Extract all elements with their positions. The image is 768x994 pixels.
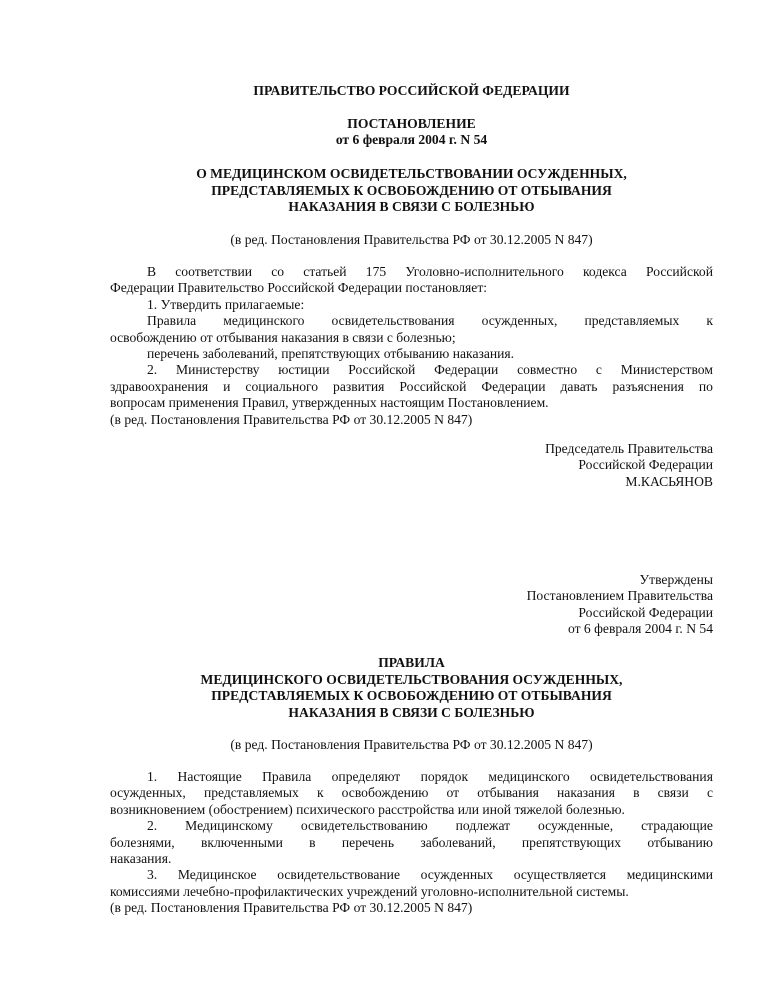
word: от xyxy=(446,785,460,801)
word: осужденных, xyxy=(110,785,186,801)
word: давать xyxy=(560,378,598,394)
edition-note-text: (в ред. Постановления Правительства РФ от 30.12.2005 N 847) xyxy=(230,737,593,752)
word: медицинского xyxy=(488,769,570,784)
government-name: ПРАВИТЕЛЬСТВО РОССИЙСКОЙ ФЕДЕРАЦИИ xyxy=(253,83,570,98)
word: осуществляется xyxy=(513,867,607,883)
word: В xyxy=(147,264,157,279)
approval-line: Постановлением Правительства xyxy=(526,588,713,604)
decree-heading xyxy=(110,116,713,148)
text-line: освобождению от отбывания наказания в связи с болезнью; xyxy=(110,329,456,345)
rules-title-line: ПРЕДСТАВЛЯЕМЫХ К ОСВОБОЖДЕНИЮ ОТ ОТБЫВАНИЯ xyxy=(211,688,612,703)
word: Медицинское xyxy=(177,867,257,883)
word: Российской xyxy=(645,264,713,279)
text-line: наказания. xyxy=(110,851,172,867)
word: Федерации xyxy=(481,378,546,394)
word: определяют xyxy=(331,769,401,784)
justified-line xyxy=(110,835,713,851)
signature-line: Российской Федерации xyxy=(578,457,713,473)
rules-title-line: НАКАЗАНИЯ В СВЯЗИ С БОЛЕЗНЬЮ xyxy=(288,704,535,720)
word: и xyxy=(223,378,231,394)
word: наказания xyxy=(557,785,615,801)
edition-note-text: (в ред. Постановления Правительства РФ от 30.12.2005 N 847) xyxy=(110,411,473,427)
word: кодекса xyxy=(583,264,627,279)
word: медицинского xyxy=(223,313,305,329)
word: в xyxy=(633,785,640,801)
word: осужденных, xyxy=(481,313,558,329)
rules-title xyxy=(110,655,713,721)
word: препятствующих xyxy=(521,834,622,850)
word: порядок xyxy=(420,769,469,784)
word: Министерством xyxy=(620,362,713,378)
word: развития xyxy=(333,378,385,394)
word: Федерации xyxy=(434,362,499,378)
word: Российской xyxy=(399,378,467,394)
word: представляемых xyxy=(584,313,680,329)
word: включенными xyxy=(201,834,283,850)
word: заболеваний, xyxy=(420,834,496,850)
word: болезнями, xyxy=(110,834,175,850)
word: подлежат xyxy=(455,818,511,834)
document-page xyxy=(110,0,713,994)
word: с xyxy=(706,785,713,801)
word: страдающие xyxy=(641,818,713,834)
decree-body xyxy=(110,264,713,428)
word: осужденных xyxy=(420,867,494,883)
justified-line xyxy=(110,313,713,329)
approval-line: Утверждены xyxy=(639,572,713,587)
justified-line xyxy=(110,867,713,883)
word: освидетельствованию xyxy=(300,818,428,834)
word: совместно xyxy=(517,362,578,378)
word: освидетельствования xyxy=(331,313,455,329)
word: связи xyxy=(657,785,689,801)
word: разъяснения xyxy=(612,378,684,394)
word: здравоохранения xyxy=(110,378,209,394)
word: перечень xyxy=(341,834,395,850)
word: осужденные, xyxy=(538,818,614,834)
word: к xyxy=(316,785,324,801)
signature-name: М.КАСЬЯНОВ xyxy=(625,473,713,489)
word: 3. xyxy=(147,867,158,883)
approval-line: от 6 февраля 2004 г. N 54 xyxy=(567,621,713,637)
subject-line: НАКАЗАНИЯ В СВЯЗИ С БОЛЕЗНЬЮ xyxy=(288,199,535,214)
approval-stamp xyxy=(393,572,713,638)
word: представляемых xyxy=(203,785,299,801)
word: Уголовно-исполнительного xyxy=(405,264,564,279)
justified-line xyxy=(110,362,713,378)
word: со xyxy=(271,264,285,279)
word: в xyxy=(309,834,316,850)
edition-note xyxy=(110,737,713,753)
word: юстиции xyxy=(278,362,330,378)
rules-title-line: ПРАВИЛА xyxy=(378,655,445,670)
text-line: Федерации Правительство Российской Федерации постановляет: xyxy=(110,280,488,296)
approval-line: Российской Федерации xyxy=(578,604,713,620)
justified-line xyxy=(110,785,713,801)
word: Правила xyxy=(262,769,312,784)
word: Настоящие xyxy=(177,769,242,784)
subject-line: ПРЕДСТАВЛЯЕМЫХ К ОСВОБОЖДЕНИЮ ОТ ОТБЫВАНИЯ xyxy=(211,182,612,198)
edition-note xyxy=(110,232,713,248)
justified-line xyxy=(110,379,713,395)
text-line: комиссиями лечебно-профилактических учреждений уголовно-исполнительной системы. xyxy=(110,883,629,899)
decree-date: от 6 февраля 2004 г. N 54 xyxy=(335,132,488,147)
word: медицинскими xyxy=(626,867,713,883)
word: освобождению xyxy=(341,785,429,801)
government-heading xyxy=(110,83,713,99)
text-line: 1. Утвердить прилагаемые: xyxy=(147,296,305,312)
word: соответствии xyxy=(175,264,253,279)
word: 2. xyxy=(147,818,158,834)
decree-subject xyxy=(110,166,713,216)
word: отбыванию xyxy=(647,834,713,850)
text-line: перечень заболеваний, препятствующих отбыванию наказания. xyxy=(147,346,515,362)
justified-line xyxy=(110,769,713,785)
word: 1. xyxy=(147,769,158,784)
word: статьей xyxy=(303,264,347,279)
signature-block xyxy=(413,441,713,490)
text-line: возникновением (обострением) психического расстройства или иной тяжелой болезнью. xyxy=(110,801,625,817)
text-line: вопросам применения Правил, утвержденных настоящим Постановлением. xyxy=(110,395,549,411)
word: социального xyxy=(245,378,319,394)
rules-body xyxy=(110,769,713,917)
word: к xyxy=(706,313,713,329)
word: по xyxy=(698,378,713,394)
word: освидетельствование xyxy=(277,867,400,883)
word: 2. xyxy=(147,362,158,378)
decree-type: ПОСТАНОВЛЕНИЕ xyxy=(347,116,476,131)
edition-note-text: (в ред. Постановления Правительства РФ от 30.12.2005 N 847) xyxy=(230,232,593,247)
word: освидетельствования xyxy=(590,769,713,784)
word: с xyxy=(595,362,602,378)
word: Министерству xyxy=(176,362,260,378)
signature-line: Председатель Правительства xyxy=(545,441,713,456)
word: 175 xyxy=(365,264,387,279)
word: Медицинскому xyxy=(185,818,273,834)
subject-line: О МЕДИЦИНСКОМ ОСВИДЕТЕЛЬСТВОВАНИИ ОСУЖДЕННЫХ, xyxy=(196,166,627,181)
justified-line xyxy=(110,818,713,834)
word: отбывания xyxy=(477,785,539,801)
word: Российской xyxy=(348,362,416,378)
rules-title-line: МЕДИЦИНСКОГО ОСВИДЕТЕЛЬСТВОВАНИЯ ОСУЖДЕННЫХ, xyxy=(200,671,623,687)
justified-line xyxy=(110,264,713,280)
edition-note-text: (в ред. Постановления Правительства РФ от 30.12.2005 N 847) xyxy=(110,900,473,916)
word: Правила xyxy=(147,313,197,329)
